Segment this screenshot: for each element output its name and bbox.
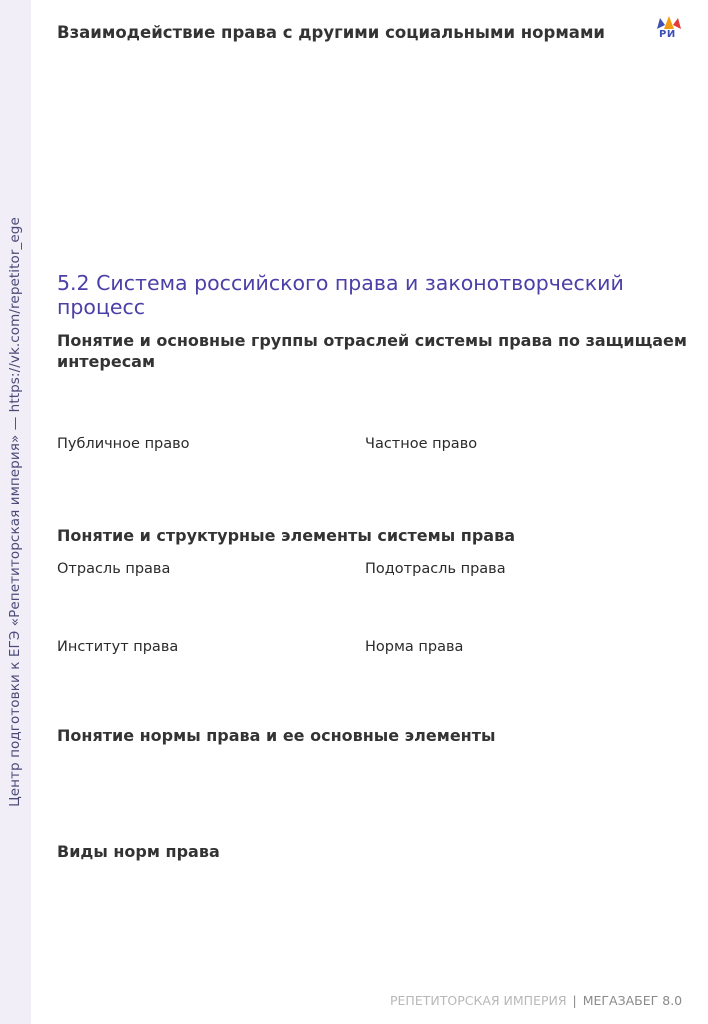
logo-letters: РИ [659, 29, 676, 40]
norm-of-law-label: Норма права [365, 639, 464, 655]
groups-heading: Понятие и основные группы отраслей системы права по защищаем интересам [57, 331, 687, 371]
logo [654, 15, 684, 47]
branch-of-law-label: Отрасль права [57, 561, 171, 577]
sidebar [0, 0, 31, 1024]
institute-of-law-label: Институт права [57, 639, 179, 655]
private-law-label: Частное право [365, 436, 478, 452]
footer [390, 993, 682, 1008]
public-law-label: Публичное право [57, 436, 190, 452]
structure-heading: Понятие и структурные элементы системы права [57, 526, 515, 545]
footer-event: МЕГАЗАБЕГ 8.0 [582, 993, 683, 1008]
footer-separator: | [572, 993, 577, 1008]
sidebar-caption: Центр подготовки к ЕГЭ «Репетиторская империя» — https://vk.com/repetitor_ege [7, 217, 23, 807]
sub-branch-of-law-label: Подотрасль права [365, 561, 506, 577]
section-title: 5.2 Система российского права и законотворческий процесс [57, 271, 624, 319]
page-title: Взаимодействие права с другими социальными нормами [57, 23, 605, 42]
footer-brand: РЕПЕТИТОРСКАЯ ИМПЕРИЯ [390, 993, 567, 1008]
norm-types-heading: Виды норм права [57, 842, 220, 861]
norm-heading: Понятие нормы права и ее основные элементы [57, 726, 496, 745]
